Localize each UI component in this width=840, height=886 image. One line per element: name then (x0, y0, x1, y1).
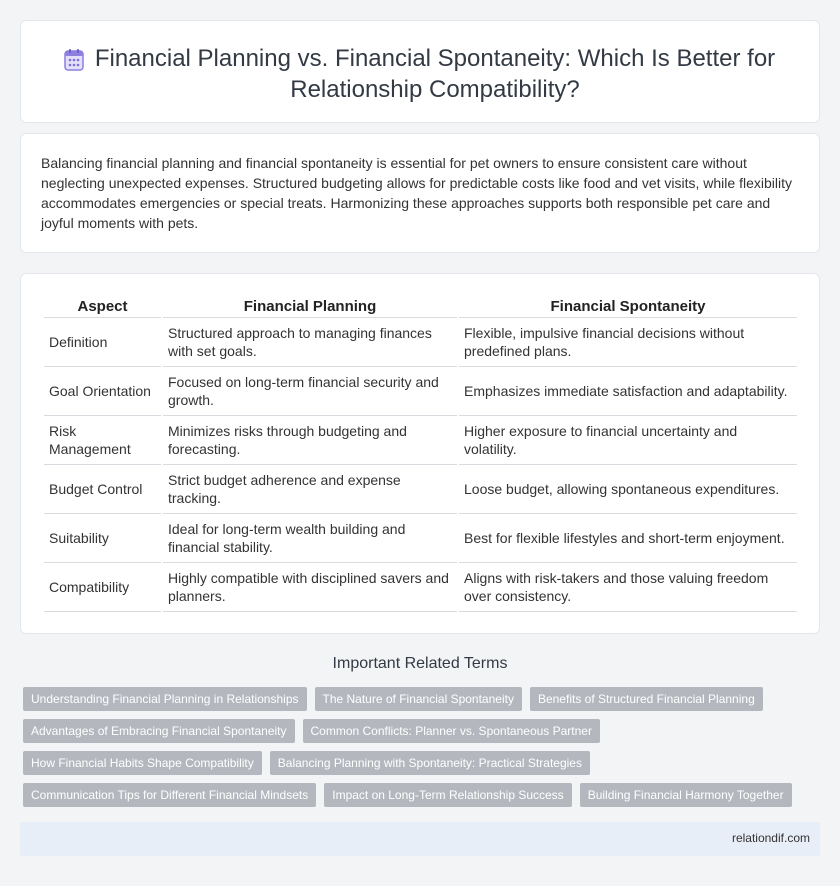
comparison-table (42, 296, 799, 612)
cell-aspect: Goal Orientation (44, 367, 161, 416)
intro-card (20, 133, 820, 253)
cell-planning: Focused on long-term financial security and growth. (163, 367, 457, 416)
related-terms-heading: Important Related Terms (332, 655, 508, 672)
tag-row (23, 719, 803, 743)
page-title: Financial Planning vs. Financial Spontaneity: Which Is Better for Relationship Compatibility? (94, 45, 776, 103)
header-financial-spontaneity: Financial Spontaneity (459, 296, 797, 318)
related-terms-list (23, 687, 803, 815)
tag-row (23, 687, 803, 711)
table-row (44, 465, 797, 514)
cell-aspect: Definition (44, 318, 161, 367)
cell-planning: Strict budget adherence and expense tracking. (163, 465, 457, 514)
tag-row (23, 751, 803, 775)
related-term-tag[interactable]: Understanding Financial Planning in Relationships (23, 687, 307, 711)
related-term-tag[interactable]: Impact on Long-Term Relationship Success (324, 783, 571, 807)
table-row (44, 367, 797, 416)
header-financial-planning: Financial Planning (163, 296, 457, 318)
comparison-table-card (20, 273, 820, 634)
footer (20, 822, 820, 856)
cell-spontaneity: Best for flexible lifestyles and short-term enjoyment. (459, 514, 797, 563)
related-term-tag[interactable]: Advantages of Embracing Financial Spontaneity (23, 719, 295, 743)
cell-aspect: Suitability (44, 514, 161, 563)
table-row (44, 563, 797, 612)
related-term-tag[interactable]: Common Conflicts: Planner vs. Spontaneous Partner (303, 719, 600, 743)
cell-spontaneity: Emphasizes immediate satisfaction and adaptability. (459, 367, 797, 416)
table-row (44, 318, 797, 367)
cell-spontaneity: Aligns with risk-takers and those valuing freedom over consistency. (459, 563, 797, 612)
related-term-tag[interactable]: Benefits of Structured Financial Planning (530, 687, 763, 711)
related-term-tag[interactable]: How Financial Habits Shape Compatibility (23, 751, 262, 775)
cell-aspect: Budget Control (44, 465, 161, 514)
title-card (20, 20, 820, 123)
table-row (44, 514, 797, 563)
header-aspect: Aspect (44, 296, 161, 318)
cell-planning: Structured approach to managing finances with set goals. (163, 318, 457, 367)
related-term-tag[interactable]: Balancing Planning with Spontaneity: Practical Strategies (270, 751, 590, 775)
table-header-row (44, 296, 797, 318)
cell-aspect: Compatibility (44, 563, 161, 612)
cell-spontaneity: Higher exposure to financial uncertainty and volatility. (459, 416, 797, 465)
cell-planning: Ideal for long-term wealth building and financial stability. (163, 514, 457, 563)
tag-row (23, 783, 803, 807)
table-row (44, 416, 797, 465)
related-term-tag[interactable]: Building Financial Harmony Together (580, 783, 792, 807)
related-term-tag[interactable]: The Nature of Financial Spontaneity (315, 687, 522, 711)
intro-paragraph: Balancing financial planning and financial spontaneity is essential for pet owners to ensure consistent care without neglecting unexpected expenses. Structured budgeting allows for predictable costs like food and vet visits, while flexibility accommodates emergencies or special treats. Harmonizing these approaches supports both responsible pet care and joyful moments with pets. (41, 155, 792, 231)
cell-spontaneity: Flexible, impulsive financial decisions without predefined plans. (459, 318, 797, 367)
cell-planning: Highly compatible with disciplined savers and planners. (163, 563, 457, 612)
cell-spontaneity: Loose budget, allowing spontaneous expenditures. (459, 465, 797, 514)
footer-site-link[interactable]: relationdif.com (731, 831, 810, 845)
cell-aspect: Risk Management (44, 416, 161, 465)
cell-planning: Minimizes risks through budgeting and forecasting. (163, 416, 457, 465)
related-term-tag[interactable]: Communication Tips for Different Financial Mindsets (23, 783, 316, 807)
